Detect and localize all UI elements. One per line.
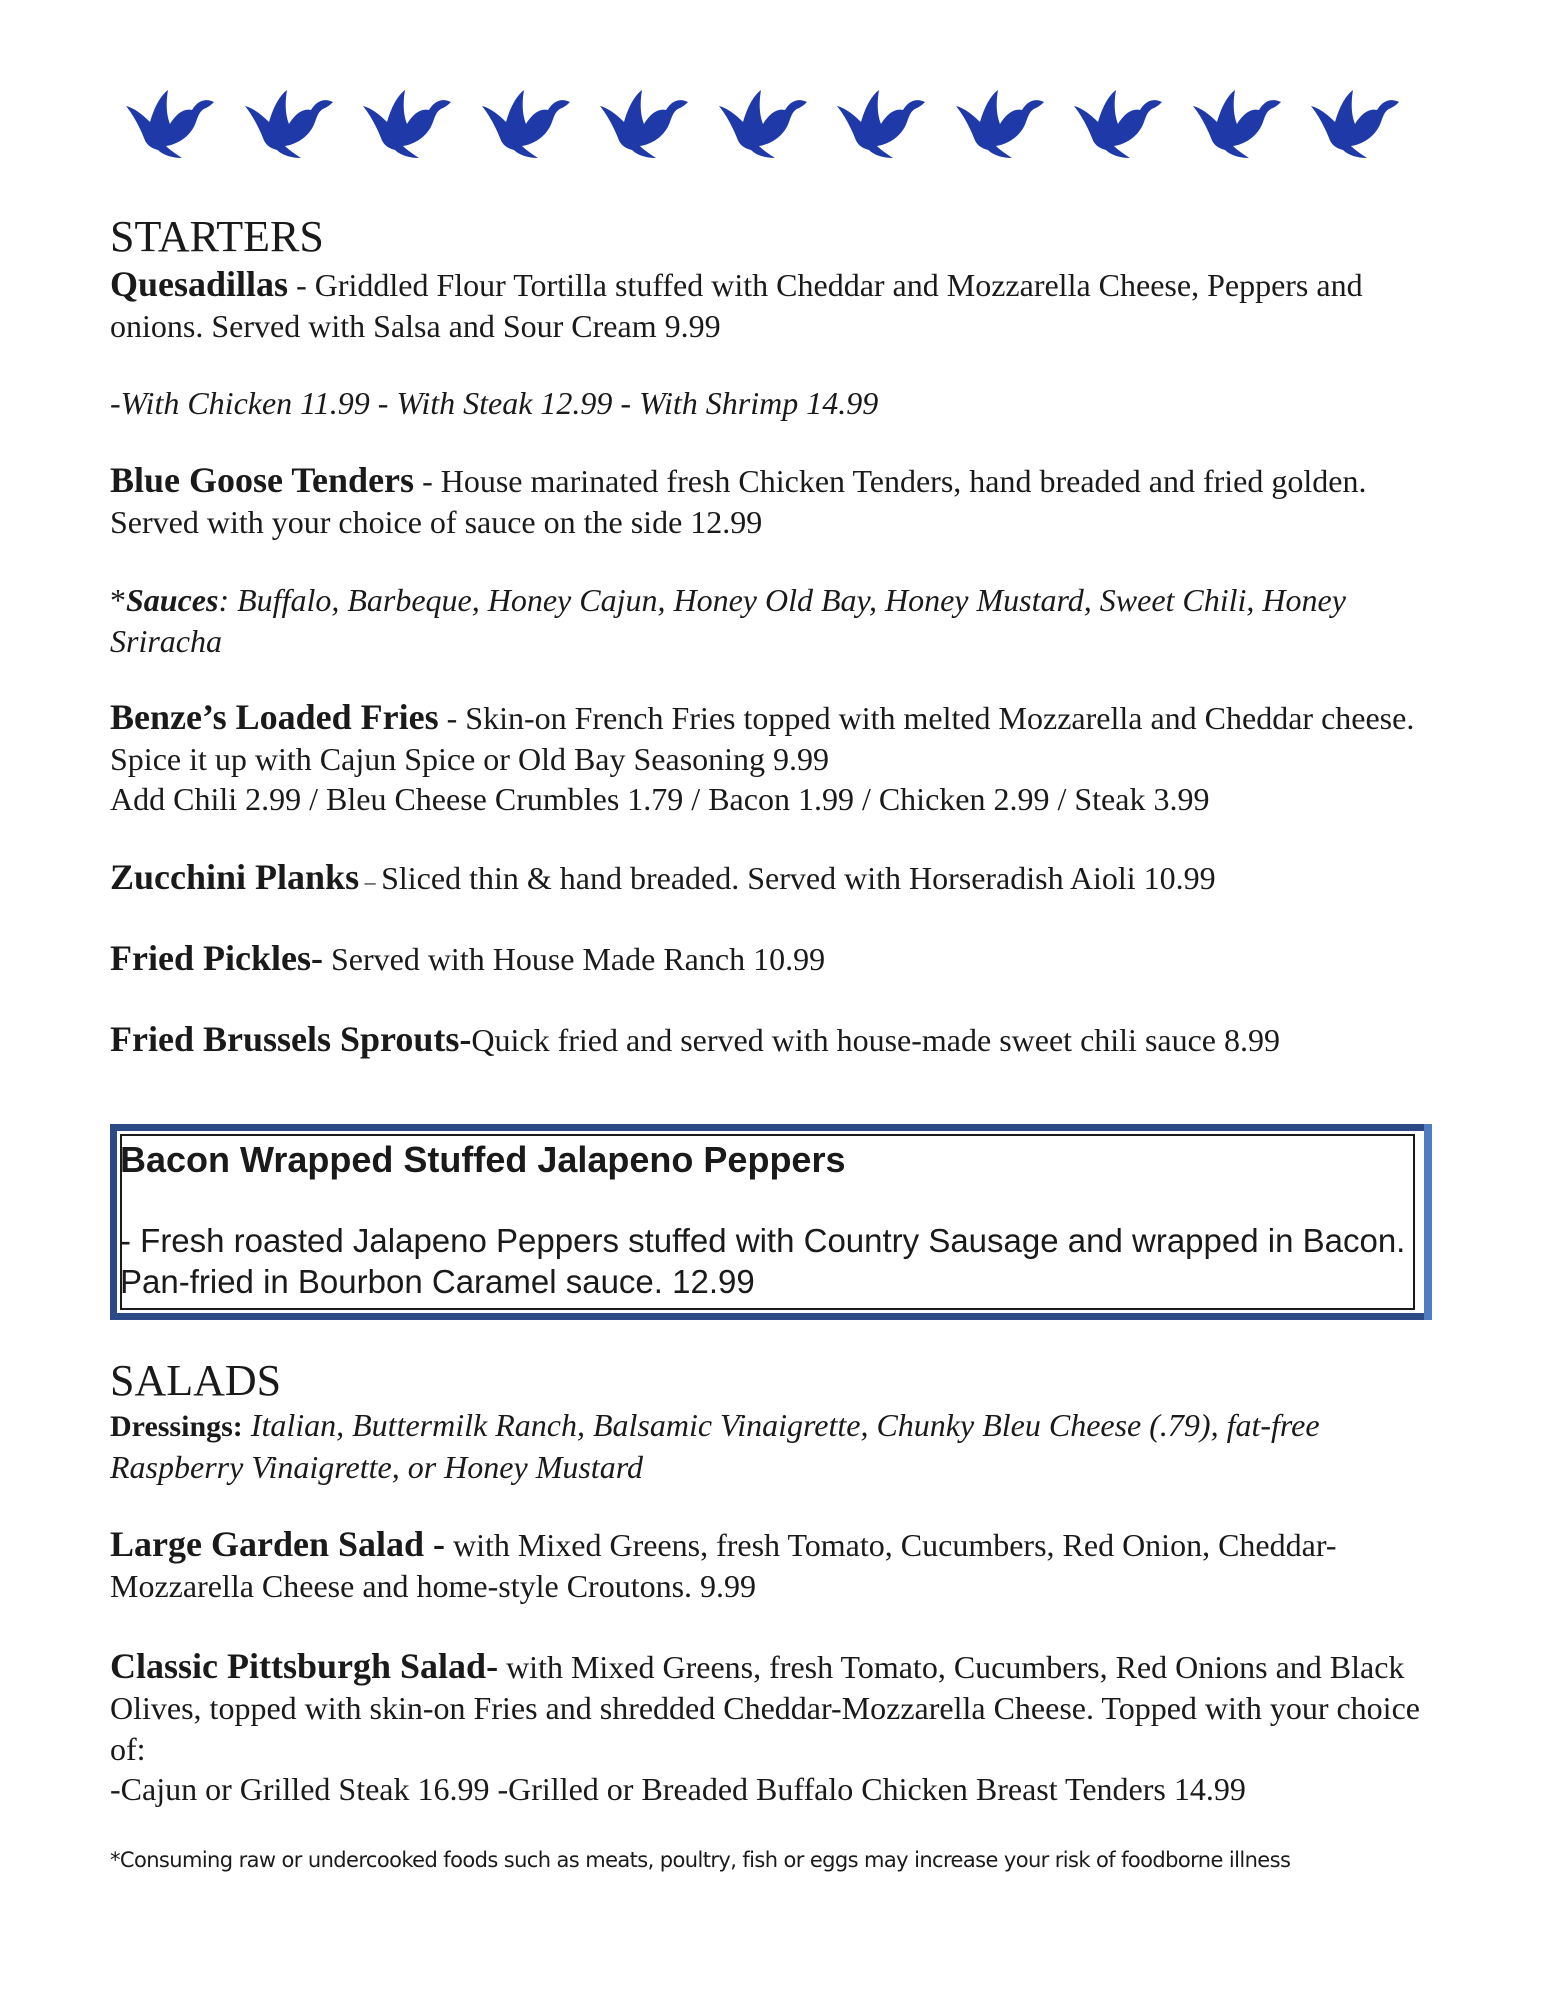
- sprouts-name: Fried Brussels Sprouts-: [110, 1019, 472, 1059]
- flying-goose-icon: [239, 86, 339, 164]
- sauces-label: Sauces: [126, 582, 219, 618]
- flying-goose-icon: [357, 86, 457, 164]
- tenders-item: [110, 460, 1450, 543]
- salads-heading: SALADS: [110, 1356, 282, 1405]
- flying-goose-icon: [1187, 86, 1287, 164]
- quesadillas-desc: - Griddled Flour Tortilla stuffed with Cheddar and Mozzarella Cheese, Peppers and onions. Served with Salsa and Sour Cream 9.99: [110, 267, 1363, 344]
- garden-salad-name: Large Garden Salad -: [110, 1524, 446, 1564]
- garden-salad-item: [110, 1524, 1450, 1607]
- flying-goose-icon: [831, 86, 931, 164]
- sauces-options: : Buffalo, Barbeque, Honey Cajun, Honey Old Bay, Honey Mustard, Sweet Chili, Honey Sriracha: [110, 582, 1346, 659]
- special-desc: - Fresh roasted Jalapeno Peppers stuffed with Country Sausage and wrapped in Bacon. Pan-fried in Bourbon Caramel sauce. 12.99: [120, 1222, 1406, 1300]
- flying-goose-icon: [1305, 86, 1405, 164]
- sauces-asterisk: *: [110, 582, 126, 618]
- pickles-name: Fried Pickles-: [110, 938, 323, 978]
- garden-salad-desc: with Mixed Greens, fresh Tomato, Cucumbers, Red Onion, Cheddar-Mozzarella Cheese and home-style Croutons. 9.99: [110, 1527, 1337, 1604]
- goose-banner: [120, 86, 1420, 166]
- tenders-desc: - House marinated fresh Chicken Tenders, hand breaded and fried golden. Served with your choice of sauce on the side 12.99: [110, 463, 1367, 540]
- quesadillas-addons: -With Chicken 11.99 - With Steak 12.99 - With Shrimp 14.99: [110, 385, 879, 421]
- pickles-item: [110, 938, 1450, 980]
- sauces-list: [110, 580, 1450, 662]
- foodborne-illness-warning: *Consuming raw or undercooked foods such as meats, poultry, fish or eggs may increase your risk of foodborne illness: [110, 1848, 1291, 1872]
- special-box-shade: [1424, 1124, 1432, 1320]
- flying-goose-icon: [120, 86, 220, 164]
- fries-name: Benze’s Loaded Fries: [110, 697, 439, 737]
- flying-goose-icon: [476, 86, 576, 164]
- zucchini-desc: Sliced thin & hand breaded. Served with Horseradish Aioli 10.99: [381, 860, 1216, 896]
- pittsburgh-options: -Cajun or Grilled Steak 16.99 -Grilled or Breaded Buffalo Chicken Breast Tenders 14.99: [110, 1771, 1246, 1807]
- dressings-list: Italian, Buttermilk Ranch, Balsamic Vinaigrette, Chunky Bleu Cheese (.79), fat-free Raspberry Vinaigrette, or Honey Mustard: [110, 1407, 1320, 1485]
- zucchini-name: Zucchini Planks: [110, 857, 360, 897]
- starters-heading: STARTERS: [110, 212, 324, 261]
- dressings-label: Dressings:: [110, 1410, 243, 1443]
- sprouts-item: [110, 1019, 1450, 1061]
- fries-desc: - Skin-on French Fries topped with melted Mozzarella and Cheddar cheese. Spice it up with Cajun Spice or Old Bay Seasoning 9.99: [110, 700, 1415, 777]
- tenders-name: Blue Goose Tenders: [110, 460, 415, 500]
- pittsburgh-salad-item: [110, 1646, 1450, 1770]
- dressings-line: [110, 1405, 1450, 1488]
- flying-goose-icon: [713, 86, 813, 164]
- flying-goose-icon: [594, 86, 694, 164]
- flying-goose-icon: [950, 86, 1050, 164]
- fries-addons: Add Chili 2.99 / Bleu Cheese Crumbles 1.79 / Bacon 1.99 / Chicken 2.99 / Steak 3.99: [110, 781, 1210, 817]
- pittsburgh-salad-name: Classic Pittsburgh Salad-: [110, 1646, 499, 1686]
- zucchini-item: [110, 857, 1450, 902]
- flying-goose-icon: [1068, 86, 1168, 164]
- pittsburgh-salad-desc: with Mixed Greens, fresh Tomato, Cucumbers, Red Onions and Black Olives, topped with skin-on Fries and shredded Cheddar-Mozzarella Cheese. Topped with your choice of:: [110, 1649, 1420, 1767]
- fries-item: [110, 697, 1450, 780]
- zucchini-dash: –: [359, 869, 382, 894]
- sprouts-desc: Quick fried and served with house-made sweet chili sauce 8.99: [471, 1022, 1280, 1058]
- special-title: Bacon Wrapped Stuffed Jalapeno Peppers: [120, 1139, 846, 1180]
- quesadillas-name: Quesadillas: [110, 264, 289, 304]
- pickles-desc: Served with House Made Ranch 10.99: [322, 941, 826, 977]
- quesadillas-item: [110, 264, 1450, 347]
